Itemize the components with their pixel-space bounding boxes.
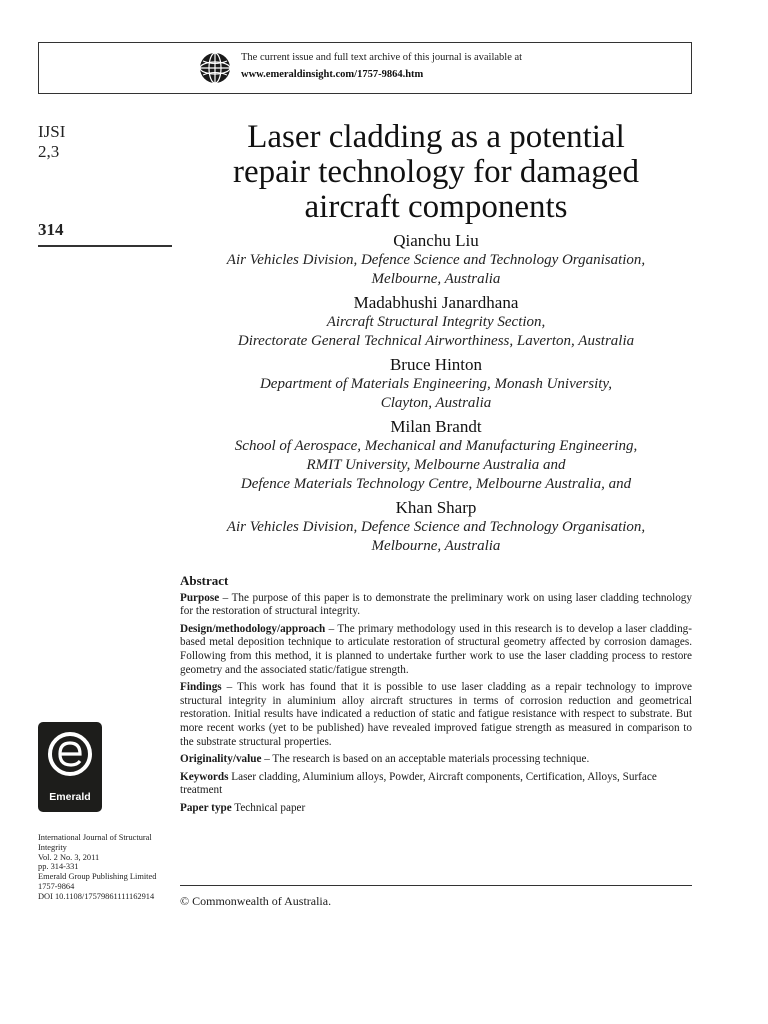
affiliation-line: Melbourne, Australia xyxy=(371,271,501,287)
affiliation-line: Air Vehicles Division, Defence Science and Technology Organisation, xyxy=(226,252,646,268)
author-block xyxy=(180,355,692,413)
abstract-paper-type xyxy=(180,802,692,816)
section-label: Paper type xyxy=(180,801,232,814)
section-label: Design/methodology/approach xyxy=(180,622,326,635)
affiliation-line: Directorate General Technical Airworthiness, Laverton, Australia xyxy=(237,333,635,349)
author-block xyxy=(180,498,692,556)
author-affiliation xyxy=(180,437,692,494)
section-label: Findings xyxy=(180,681,222,694)
abstract-purpose xyxy=(180,592,692,619)
citation-line: Integrity xyxy=(38,842,67,852)
section-text: Technical paper xyxy=(231,801,306,814)
affiliation-line: Melbourne, Australia xyxy=(371,538,501,554)
citation-line: pp. 314-331 xyxy=(38,862,79,872)
author-affiliation xyxy=(180,251,692,289)
author-list xyxy=(180,231,692,560)
citation-line: Vol. 2 No. 3, 2011 xyxy=(38,852,100,862)
footer-divider xyxy=(180,885,692,886)
globe-icon xyxy=(199,52,231,84)
affiliation-line: Air Vehicles Division, Defence Science and Technology Organisation, xyxy=(226,519,646,535)
emerald-logo xyxy=(38,722,102,812)
volume-issue-text: 2,3 xyxy=(38,142,60,161)
abstract-design xyxy=(180,623,692,677)
page-number: 314 xyxy=(38,220,64,239)
title-line: Laser cladding as a potential xyxy=(247,119,625,155)
author-block xyxy=(180,293,692,351)
section-text: – The research is based on an acceptable materials processing technique. xyxy=(261,753,590,766)
author-block xyxy=(180,231,692,289)
copyright-notice: © Commonwealth of Australia. xyxy=(180,894,332,908)
affiliation-line: Clayton, Australia xyxy=(380,395,492,411)
journal-citation-info xyxy=(38,833,178,902)
author-affiliation xyxy=(180,313,692,351)
section-text: Laser cladding, Aluminium alloys, Powder, Aircraft components, Certification, Alloys, Surface treatment xyxy=(180,770,657,797)
affiliation-line: School of Aerospace, Mechanical and Manufacturing Engineering, xyxy=(234,438,638,454)
citation-line: Emerald Group Publishing Limited xyxy=(38,872,157,882)
journal-url-link[interactable]: www.emeraldinsight.com/1757-9864.htm xyxy=(241,69,424,80)
abstract-section xyxy=(180,574,692,820)
section-label: Keywords xyxy=(180,770,229,783)
article-title xyxy=(180,120,692,225)
abstract-heading: Abstract xyxy=(180,573,229,588)
affiliation-line: Defence Materials Technology Centre, Melbourne Australia, and xyxy=(240,476,632,492)
section-label: Originality/value xyxy=(180,753,262,766)
author-name: Qianchu Liu xyxy=(393,231,479,250)
author-name: Khan Sharp xyxy=(395,498,477,517)
journal-availability-box xyxy=(38,42,692,94)
affiliation-line: Aircraft Structural Integrity Section, xyxy=(326,314,546,330)
title-line: repair technology for damaged xyxy=(233,154,639,190)
title-line: aircraft components xyxy=(304,189,568,225)
author-affiliation xyxy=(180,375,692,413)
affiliation-line: RMIT University, Melbourne Australia and xyxy=(306,457,566,473)
author-name: Milan Brandt xyxy=(390,417,482,436)
section-label: Purpose xyxy=(180,591,220,604)
emerald-logo-icon xyxy=(47,728,93,780)
section-text: – This work has found that it is possible to use laser cladding as a repair technology to improve structural integrity in aluminium alloy aircraft structures in terms of corrosion reduction and geometrical restoration. Initial results have indicated a reduction of static and fatigue resistance with respect to substrate. But more recent works (yet to be published) have revealed improved fatigue strength as measured in comparison to the substrate structural properties. xyxy=(180,681,692,748)
citation-line: 1757-9864 xyxy=(38,881,75,891)
author-name: Bruce Hinton xyxy=(389,355,483,374)
section-text: – The purpose of this paper is to demonstrate the preliminary work on using laser cladding technology for the restoration of structural integrity. xyxy=(180,591,692,618)
author-name: Madabhushi Janardhana xyxy=(353,293,519,312)
availability-text: The current issue and full text archive of this journal is available at xyxy=(241,52,523,63)
author-affiliation xyxy=(180,518,692,556)
citation-line: DOI 10.1108/17579861111162914 xyxy=(38,891,155,901)
abstract-originality xyxy=(180,753,692,767)
affiliation-line: Department of Materials Engineering, Monash University, xyxy=(259,376,613,392)
abstract-keywords xyxy=(180,771,692,798)
author-block xyxy=(180,417,692,494)
emerald-logo-text: Emerald xyxy=(49,791,91,803)
section-text: – The primary methodology used in this research is to develop a laser cladding-based metal deposition technique to articulate restoration of structural geometry affected by corrosion damages. Following from this method, it is planned to undertake further work to use the laser cladding process to restore geometry and the associated static/fatigue strength. xyxy=(180,622,692,676)
sidebar-divider xyxy=(38,245,172,247)
journal-abbreviation xyxy=(38,122,65,162)
abstract-findings xyxy=(180,681,692,749)
citation-line: International Journal of Structural xyxy=(38,833,152,842)
journal-abbr-text: IJSI xyxy=(38,122,66,141)
